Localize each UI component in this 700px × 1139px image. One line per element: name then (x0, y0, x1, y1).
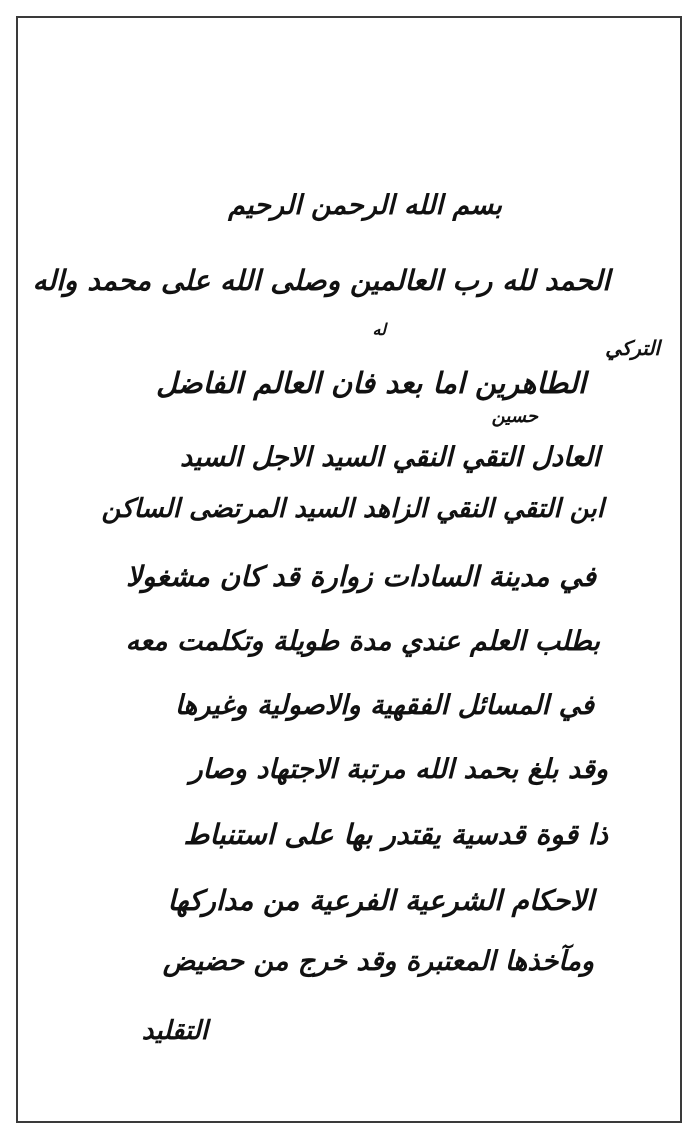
manuscript-line-9: ذا قوة قدسية يقتدر بها على استنباط (183, 818, 608, 851)
interlinear-note: له (372, 320, 386, 339)
manuscript-line-10: الاحكام الشرعية الفرعية من مداركها (167, 884, 594, 917)
manuscript-line-2: الطاهرين اما بعد فان العالم الفاضل (156, 366, 586, 400)
margin-note-top: التركي (605, 336, 660, 360)
manuscript-line-6: بطلب العلم عندي مدة طويلة وتكلمت معه (125, 626, 600, 657)
manuscript-line-1: الحمد لله رب العالمين وصلى الله على محمد واله (32, 264, 610, 297)
manuscript-page (16, 16, 682, 1123)
manuscript-line-3: العادل التقي النقي السيد الاجل السيد (179, 442, 600, 473)
manuscript-line-5: في مدينة السادات زوارة قد كان مشغولا (125, 560, 596, 593)
manuscript-line-12: التقليد (141, 1016, 208, 1046)
manuscript-line-7: في المسائل الفقهية والاصولية وغيرها (174, 690, 594, 721)
margin-note-second: حسين (491, 406, 538, 427)
basmala-heading: بسم الله الرحمن الرحيم (228, 190, 502, 221)
manuscript-line-4: ابن التقي النقي الزاهد السيد المرتضى الساكن (101, 494, 604, 524)
manuscript-line-11: ومآخذها المعتبرة وقد خرج من حضيض (162, 946, 594, 977)
manuscript-line-8: وقد بلغ بحمد الله مرتبة الاجتهاد وصار (189, 754, 608, 785)
